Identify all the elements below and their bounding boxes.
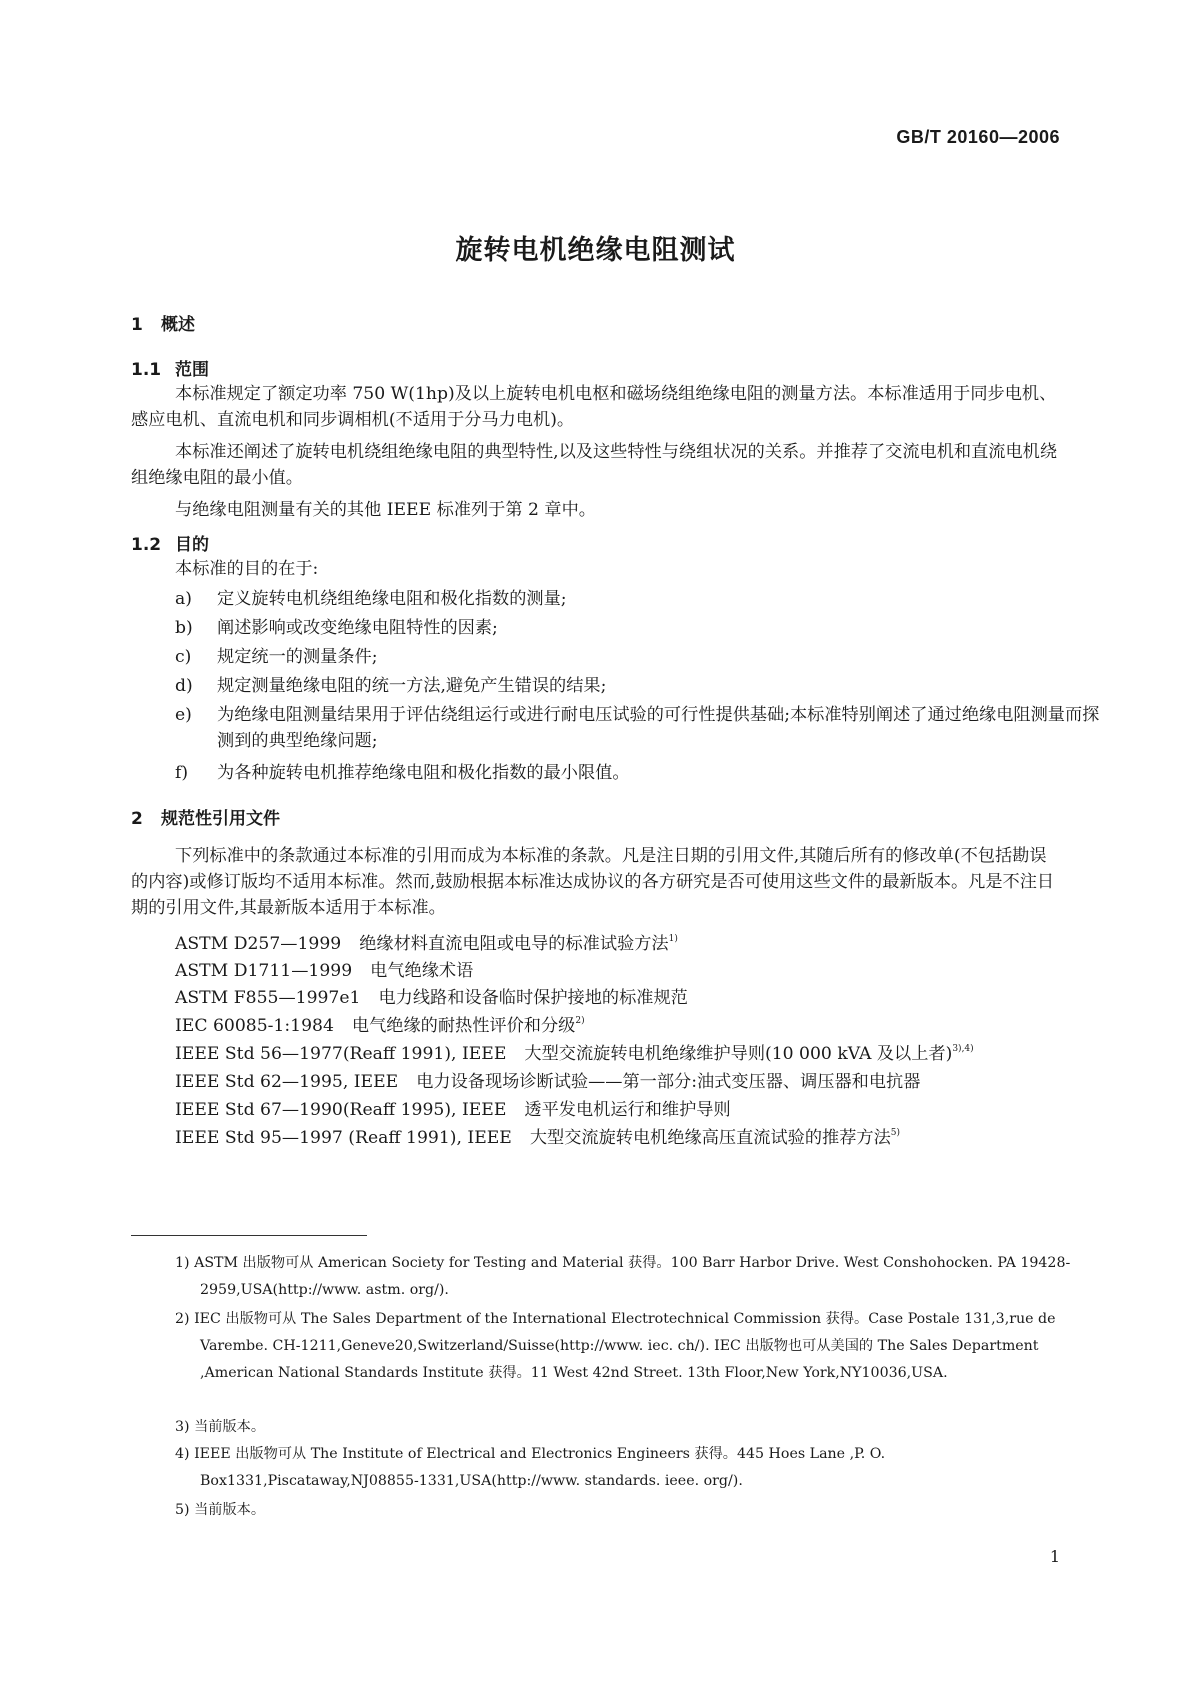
list-text: 为各种旋转电机推荐绝缘电阻和极化指数的最小限值。 xyxy=(217,763,630,783)
footnote xyxy=(175,1414,1085,1441)
section-heading xyxy=(131,310,195,335)
footnote xyxy=(175,1306,1085,1387)
footnote-marker: 2) xyxy=(175,1311,190,1327)
footnote-text: 当前版本。 xyxy=(194,1502,266,1518)
footnote-ref: 5) xyxy=(890,1128,901,1138)
section-number: 1.1 xyxy=(131,360,162,380)
footnote-ref: 2) xyxy=(575,1016,585,1026)
subsection-heading xyxy=(131,355,209,380)
list-item xyxy=(175,673,1102,699)
paragraph: 本标准还阐述了旋转电机绕组绝缘电阻的典型特性,以及这些特性与绕组状况的关系。并推荐了交流电机和直流电机绕组绝缘电阻的最小值。 xyxy=(131,442,1058,488)
paragraph: 本标准规定了额定功率 750 W(1hp)及以上旋转电机电枢和磁场绕组绝缘电阻的测量方法。本标准适用于同步电机、感应电机、直流电机和同步调相机(不适用于分马力电机)。 xyxy=(131,384,1057,430)
list-marker: a) xyxy=(175,589,192,609)
footnote-text: ASTM 出版物可从 American Society for Testing and Material 获得。100 Barr Harbor Drive. West Conshohocken. PA 19428-2959,USA(http://www. astm. org/). xyxy=(194,1255,1071,1298)
reference-code: IEC 60085-1:1984 xyxy=(175,1016,334,1036)
list-marker: f) xyxy=(175,763,189,783)
reference-code: ASTM F855—1997e1 xyxy=(175,988,361,1008)
reference-title: 透平发电机运行和维护导则 xyxy=(524,1100,731,1120)
reference-item xyxy=(175,958,1060,984)
footnote xyxy=(175,1250,1085,1304)
section-number: 2 xyxy=(131,809,143,829)
list-item xyxy=(175,760,1102,786)
reference-item xyxy=(175,1069,1060,1095)
reference-title: 大型交流旋转电机绝缘维护导则(10 000 kVA 及以上者) xyxy=(524,1044,953,1064)
reference-title: 电气绝缘的耐热性评价和分级 xyxy=(351,1016,576,1036)
list-item xyxy=(175,615,1102,641)
list-text: 为绝缘电阻测量结果用于评估绕组运行或进行耐电压试验的可行性提供基础;本标准特别阐述了通过绝缘电阻测量而探测到的典型绝缘问题; xyxy=(217,705,1100,751)
reference-code: ASTM D257—1999 xyxy=(175,934,342,954)
footnote-text: IEEE 出版物可从 The Institute of Electrical and Electronics Engineers 获得。445 Hoes Lane ,P. O. Box1331,Piscataway,NJ08855-1331,USA(http://www. standards. ieee. org/). xyxy=(194,1446,886,1489)
footnote xyxy=(175,1441,1085,1495)
subsection-heading xyxy=(131,530,209,555)
reference-item xyxy=(175,1097,1060,1123)
list-marker: c) xyxy=(175,647,192,667)
reference-code: IEEE Std 67—1990(Reaff 1995), IEEE xyxy=(175,1100,507,1120)
list-text: 规定统一的测量条件; xyxy=(217,647,378,667)
footnote-ref: 3),4) xyxy=(952,1044,974,1054)
footnote xyxy=(175,1497,1085,1524)
section-title: 规范性引用文件 xyxy=(161,809,280,829)
footnote-marker: 1) xyxy=(175,1255,190,1271)
document-title: 旋转电机绝缘电阻测试 xyxy=(455,235,736,266)
reference-item xyxy=(175,931,1060,957)
paragraph: 与绝缘电阻测量有关的其他 IEEE 标准列于第 2 章中。 xyxy=(175,500,596,520)
list-text: 阐述影响或改变绝缘电阻特性的因素; xyxy=(217,618,498,638)
footnote-ref: 1) xyxy=(668,934,678,944)
list-marker: b) xyxy=(175,618,193,638)
standard-number: GB/T 20160—2006 xyxy=(896,127,1060,147)
list-text: 定义旋转电机绕组绝缘电阻和极化指数的测量; xyxy=(217,589,567,609)
reference-title: 电气绝缘术语 xyxy=(370,961,474,981)
paragraph: 下列标准中的条款通过本标准的引用而成为本标准的条款。凡是注日期的引用文件,其随后所有的修改单(不包括勘误的内容)或修订版均不适用本标准。然而,鼓励根据本标准达成协议的各方研究是否可使用这些文件的最新版本。凡是不注日期的引用文件,其最新版本适用于本标准。 xyxy=(131,846,1055,918)
footnote-divider xyxy=(131,1235,367,1236)
paragraph: 本标准的目的在于: xyxy=(175,559,319,579)
reference-item xyxy=(175,985,1060,1011)
reference-code: ASTM D1711—1999 xyxy=(175,961,353,981)
reference-title: 电力线路和设备临时保护接地的标准规范 xyxy=(378,988,688,1008)
footnote-text: 当前版本。 xyxy=(194,1419,266,1435)
list-item xyxy=(175,702,1102,754)
footnote-marker: 3) xyxy=(175,1419,190,1435)
reference-title: 绝缘材料直流电阻或电导的标准试验方法 xyxy=(359,934,669,954)
reference-item xyxy=(175,1125,1060,1151)
page-number: 1 xyxy=(1049,1547,1060,1566)
section-title: 目的 xyxy=(175,535,209,555)
list-marker: d) xyxy=(175,676,193,696)
footnote-text: IEC 出版物可从 The Sales Department of the International Electrotechnical Commission 获得。Case Postale 131,3,rue de Varembe. CH-1211,Geneve20,Switzerland/Suisse(http://www. iec. ch/). IEC 出版物也可从美国的 The Sales Department ,American National Standards Institute 获得。11 West 42nd Street. 13th Floor,New York,NY10036,USA. xyxy=(194,1311,1056,1381)
list-item xyxy=(175,644,1102,670)
list-item xyxy=(175,586,1102,612)
section-title: 概述 xyxy=(161,315,195,335)
reference-code: IEEE Std 95—1997 (Reaff 1991), IEEE xyxy=(175,1128,512,1148)
list-text: 规定测量绝缘电阻的统一方法,避免产生错误的结果; xyxy=(217,676,607,696)
section-number: 1 xyxy=(131,315,143,335)
section-number: 1.2 xyxy=(131,535,162,555)
reference-title: 大型交流旋转电机绝缘高压直流试验的推荐方法 xyxy=(529,1128,891,1148)
section-heading xyxy=(131,804,280,829)
list-marker: e) xyxy=(175,705,192,725)
reference-title: 电力设备现场诊断试验——第一部分:油式变压器、调压器和电抗器 xyxy=(416,1072,921,1092)
footnote-marker: 5) xyxy=(175,1502,190,1518)
reference-item xyxy=(175,1041,1060,1067)
reference-code: IEEE Std 56—1977(Reaff 1991), IEEE xyxy=(175,1044,507,1064)
reference-code: IEEE Std 62—1995, IEEE xyxy=(175,1072,399,1092)
footnote-marker: 4) xyxy=(175,1446,190,1462)
section-title: 范围 xyxy=(175,360,209,380)
reference-item xyxy=(175,1013,1060,1039)
